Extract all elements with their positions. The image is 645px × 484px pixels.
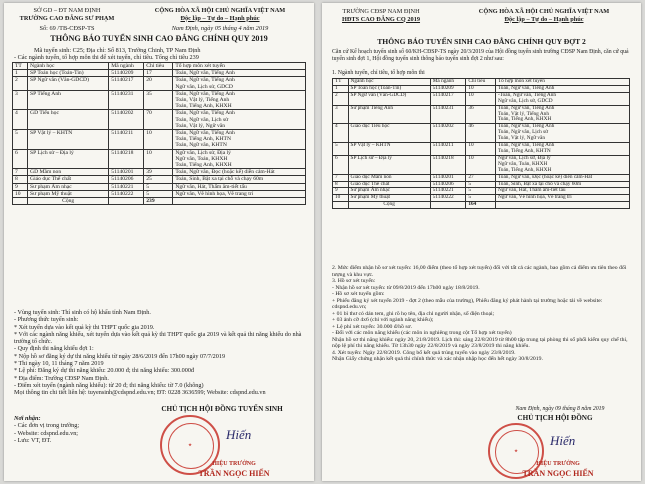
right-title: THÔNG BÁO TUYỂN SINH CAO ĐẲNG CHÍNH QUY ĐỢT 2 xyxy=(377,37,586,46)
right-admission-table xyxy=(332,78,630,209)
left-total-row xyxy=(13,198,306,205)
row-quota: 10 xyxy=(466,85,496,92)
left-signature: Hiến xyxy=(226,427,252,442)
row-combo: Ngữ văn, Vẽ hình họa, Vẽ trang trí xyxy=(495,195,629,202)
row-quota: 20 xyxy=(144,77,173,90)
right-th-no: TT xyxy=(333,79,349,86)
row-major: Sư phạm Âm nhạc xyxy=(348,188,430,195)
body-paragraph: Nhận hồ sơ thi năng khiếu: ngày 20, 21/8/2019. Lịch thi: sáng 22/8/2019 từ 8h00 tập trung tại phòng thi số phối kiểm quy chế thi, nộp lệ phí thi năng khiếu. Từ 13h30 ngày 22/8/2019 và ngày 23/8/2019 thi năng khiếu. xyxy=(332,336,628,349)
row-no: 1 xyxy=(13,70,28,77)
row-major: Giáo dục Mầm non xyxy=(348,174,430,181)
left-nation-line1: CỘNG HÒA XÃ HỘI CHỦ NGHĨA VIỆT NAM xyxy=(154,7,286,14)
body-paragraph: * Lệ phí: Đăng ký dự thi năng khiếu: 20.000 đ; thi năng khiếu: 300.000đ xyxy=(14,367,195,375)
table-row xyxy=(13,130,306,150)
body-paragraph: Mọi thông tin chi tiết liên hệ: tuyensinh@cdspnd.edu.vn; ĐT: 0228 3636599; Website: cdspnd.edu.vn xyxy=(14,389,266,397)
row-combo: Toán, Ngữ văn, Tiếng Anh Toán, Tiếng Anh, KHTN xyxy=(495,143,629,156)
row-no: 2 xyxy=(333,92,349,105)
row-major: GD Tiểu học xyxy=(28,110,109,130)
table-row xyxy=(13,176,306,183)
table-row xyxy=(333,92,630,105)
row-quota: 5 xyxy=(466,195,496,202)
row-combo: Toán, Ngữ văn, Tiếng Anh Toán, Ngữ văn, Lịch sử Toán, Vật lý, Ngữ văn xyxy=(495,124,629,143)
row-no: 9 xyxy=(333,188,349,195)
row-major: SP Toán học (Toán-Tin) xyxy=(28,70,109,77)
row-quota: 5 xyxy=(466,188,496,195)
left-table-body xyxy=(13,70,306,198)
row-quota: 46 xyxy=(466,124,496,143)
row-combo: Toán, Sinh, Bật xa tại chỗ và chạy 60m xyxy=(173,176,306,183)
left-nation-line2: Độc lập – Tự do – Hạnh phúc xyxy=(180,14,260,22)
row-no: 4 xyxy=(13,110,28,130)
left-intro-2: - Các ngành tuyển, tổ hợp môn thi để xét tuyển, chỉ tiêu. Tổng chỉ tiêu 239 xyxy=(14,54,199,61)
row-combo: Toán, Ngữ văn, Tiếng Anh xyxy=(495,85,629,92)
row-major: SP Ngữ văn (Văn-GDCD) xyxy=(348,92,430,105)
right-th-major: Ngành học xyxy=(348,79,430,86)
left-title: THÔNG BÁO TUYỂN SINH CAO ĐẲNG CHÍNH QUY 2019 xyxy=(50,34,268,43)
row-major: Sư phạm Tiếng Anh xyxy=(348,105,430,124)
row-code: 51140209 xyxy=(430,85,466,92)
body-paragraph: - Điểm xét tuyển (ngành năng khiếu): từ 20 đ; thi năng khiếu: từ 7.0 (không) xyxy=(14,381,204,389)
body-paragraph: 2. Mức điểm nhận hồ sơ xét tuyển: 16,00 điểm (theo tổ hợp xét tuyển) đối với tất cả các ngành, bao gồm cả điểm ưu tiên theo đối tượng và khu vực. xyxy=(332,265,627,278)
row-no: 10 xyxy=(13,190,28,197)
row-code: 51140217 xyxy=(430,92,466,105)
row-combo: Ngữ văn, Hát, Thẩm âm-tiết tấu xyxy=(495,188,629,195)
row-no: 4 xyxy=(333,124,349,143)
body-paragraph: - Phương thức tuyển sinh: xyxy=(14,316,79,324)
row-no: 2 xyxy=(13,77,28,90)
row-code: 51140202 xyxy=(430,124,466,143)
left-th-major: Ngành học xyxy=(28,63,109,70)
right-school-seal: ★ xyxy=(488,423,544,479)
left-org-line1: SỞ GD – ĐT NAM ĐỊNH xyxy=(33,7,101,14)
table-row xyxy=(333,155,630,174)
left-table-header-row xyxy=(13,63,306,70)
row-quota: 70 xyxy=(144,110,173,130)
row-code: 51140231 xyxy=(430,105,466,124)
row-quota: 17 xyxy=(144,70,173,77)
body-paragraph: * Thi ngày 10, 11 tháng 7 năm 2019 xyxy=(14,360,104,368)
right-date: Nam Định, ngày 09 tháng 8 năm 2019 xyxy=(515,406,605,412)
row-major: GD Mầm non xyxy=(28,169,109,176)
row-no: 6 xyxy=(13,149,28,169)
body-paragraph: Nhận Giấy chứng nhận kết quả thi chính thức và xác nhận nhập học đến hết ngày 30/8/2019. xyxy=(332,356,543,362)
row-code: 51140218 xyxy=(430,155,466,174)
row-quota: 25 xyxy=(144,176,173,183)
row-quota: 5 xyxy=(144,183,173,190)
right-total-value: 164 xyxy=(466,202,496,209)
right-subheading: 1. Ngành tuyển, chỉ tiêu, tổ hợp môn thi xyxy=(332,70,425,76)
table-row xyxy=(333,124,630,143)
left-date: Nam Định, ngày 05 tháng 4 năm 2019 xyxy=(171,25,269,32)
body-paragraph: + Phiếu đăng ký xét tuyển 2019 - đợt 2 (theo mẫu của trường), Phiếu đăng ký phát hành tại trường hoặc tải về website: cdspnd.edu.vn; xyxy=(332,297,603,310)
left-th-code: Mã ngành xyxy=(109,63,144,70)
right-signer-role: HIỆU TRƯỞNG xyxy=(536,461,580,467)
body-paragraph: 4. Xét tuyển: Ngày 22/8/2019. Công bố kết quả trúng tuyển vào ngày 23/8/2019. xyxy=(332,349,516,356)
left-recipients-title: Nơi nhận: xyxy=(14,415,41,422)
row-no: 7 xyxy=(13,169,28,176)
right-signer-name: TRẦN NGỌC HIẾN xyxy=(522,469,594,478)
body-paragraph: - Vùng tuyển sinh: Thí sinh có hộ khẩu tỉnh Nam Định. xyxy=(14,309,151,316)
table-row xyxy=(13,149,306,169)
left-recipient-2: - Website: cdspnd.edu.vn; xyxy=(14,429,79,437)
row-quota: 35 xyxy=(144,90,173,110)
right-table-body xyxy=(333,85,630,201)
row-combo: Toán, Sinh, Bật xa tại chỗ và chạy 60m xyxy=(495,181,629,188)
right-org-header xyxy=(326,8,436,23)
row-major: SP Vật lý – KHTN xyxy=(28,130,109,150)
left-total-label: Cộng xyxy=(28,198,109,205)
row-no: 7 xyxy=(333,174,349,181)
right-th-code: Mã ngành xyxy=(430,79,466,86)
right-nation-line1: CỘNG HÒA XÃ HỘI CHỦ NGHĨA VIỆT NAM xyxy=(478,8,610,15)
left-signer-role: HIỆU TRƯỞNG xyxy=(212,461,256,467)
left-recipients xyxy=(14,415,134,444)
right-th-quota: Chỉ tiêu xyxy=(466,79,496,86)
row-major: Giáo dục Thể chất xyxy=(28,176,109,183)
row-code: 51140222 xyxy=(430,195,466,202)
row-code: 51140202 xyxy=(109,110,144,130)
row-code: 51140217 xyxy=(109,77,144,90)
table-row xyxy=(13,70,306,77)
row-quota: 10 xyxy=(144,130,173,150)
body-paragraph: * Nộp hồ sơ đăng ký dự thi năng khiếu từ ngày 28/6/2019 đến 17h00 ngày 07/7/2019 xyxy=(14,352,226,360)
right-nation-header xyxy=(450,8,638,23)
right-nation-line2: Độc lập – Tự do – Hạnh phúc xyxy=(504,15,584,23)
right-org-line1: TRƯỜNG CĐSP NAM ĐỊNH xyxy=(342,8,420,15)
row-major: SP Tiếng Anh xyxy=(28,90,109,110)
body-paragraph: * Với các ngành năng khiếu, xét tuyển dựa vào kết quả kỳ thi THPT quốc gia 2019 và kết quả thi năng khiếu do nhà trường tổ chức. xyxy=(14,330,302,346)
left-recipient-1: - Các đơn vị trong trường; xyxy=(14,422,80,430)
row-no: 3 xyxy=(13,90,28,110)
row-code: 51140201 xyxy=(109,169,144,176)
table-row xyxy=(13,169,306,176)
left-notice-page xyxy=(4,3,314,481)
row-combo: Toán, Ngữ văn, Đọc (hoặc kể) diễn cảm-Hát xyxy=(495,174,629,181)
row-code: 51140201 xyxy=(430,174,466,181)
left-signature-title: CHỦ TỊCH HỘI ĐỒNG TUYỂN SINH xyxy=(161,405,283,413)
row-no: 8 xyxy=(333,181,349,188)
row-no: 10 xyxy=(333,195,349,202)
table-row xyxy=(333,195,630,202)
table-row xyxy=(13,90,306,110)
row-combo: Toán, Ngữ văn, Tiếng Anh Toán, Vật lý, Tiếng Anh Toán, Tiếng Anh, KHXH xyxy=(495,105,629,124)
row-combo: Ngữ văn, Vẽ hình họa, Vẽ trang trí xyxy=(173,190,306,197)
left-th-no: TT xyxy=(13,63,28,70)
left-org-header xyxy=(8,7,126,33)
row-major: Giáo dục Thể chất xyxy=(348,181,430,188)
right-org-line2: HĐTS CAO ĐẲNG CQ 2019 xyxy=(341,15,421,23)
row-combo: Toán, Ngữ văn, Đọc (hoặc kể) diễn cảm-Hát xyxy=(173,169,306,176)
left-intro-1: Mã tuyển sinh: C25; Địa chỉ: Số 813, Trường Chinh, TP Nam Định xyxy=(34,47,201,54)
row-no: 3 xyxy=(333,105,349,124)
row-major: SP Ngữ văn (Văn-GDCD) xyxy=(28,77,109,90)
row-code: 51140231 xyxy=(109,90,144,110)
row-combo: Toán, Ngữ văn, Tiếng Anh Toán, Vật lý, Tiếng Anh Toán, Tiếng Anh, KHXH xyxy=(173,90,306,110)
table-row xyxy=(13,77,306,90)
table-row xyxy=(13,190,306,197)
row-code: 51140206 xyxy=(109,176,144,183)
table-row xyxy=(13,110,306,130)
row-quota: 39 xyxy=(144,169,173,176)
row-no: 5 xyxy=(13,130,28,150)
body-paragraph: + Lệ phí xét tuyển: 30.000 đ/hồ sơ. xyxy=(332,323,412,330)
row-code: 51140206 xyxy=(430,181,466,188)
row-combo: Ngữ văn, Lịch sử, Địa lý Ngữ văn, Toán, KHXH Toán, Tiếng Anh, KHXH xyxy=(173,149,306,169)
left-th-quota: Chỉ tiêu xyxy=(144,63,173,70)
row-code: 51140222 xyxy=(109,190,144,197)
row-code: 51140211 xyxy=(430,143,466,156)
row-combo: Ngữ văn, Lịch sử, Địa lý Ngữ văn, Toán, KHXH Toán, Tiếng Anh, KHXH xyxy=(495,155,629,174)
right-total-row xyxy=(333,202,630,209)
row-combo: Toán, Ngữ văn, Tiếng Anh Toán, Ngữ văn, Lịch sử Toán, Vật lý, Ngữ văn xyxy=(173,110,306,130)
left-doc-number: Số: 69 /TB-CĐSP-TS xyxy=(39,25,95,32)
row-combo: Toán, Ngữ văn, Tiếng Anh Ngữ văn, Lịch sử, GDCD xyxy=(173,77,306,90)
right-intro: Căn cứ Kế hoạch tuyển sinh số 60/KH-CĐSP-TS ngày 20/3/2019 của Hội đồng tuyển sinh trường CĐSP Nam Định, căn cứ quả tuyển sinh đợt 1, Hội đồng tuyển sinh thông báo tuyển sinh đợt 2 như sau: xyxy=(332,49,629,62)
left-total-value: 239 xyxy=(144,198,173,205)
left-body-text xyxy=(14,309,306,397)
row-quota: 5 xyxy=(144,190,173,197)
body-paragraph: + 03 ảnh cỡ 4x6 (chỉ với ngành năng khiếu); xyxy=(332,317,434,323)
table-row xyxy=(13,183,306,190)
row-no: 1 xyxy=(333,85,349,92)
right-total-label: Cộng xyxy=(348,202,430,209)
row-major: SP Toán học (Toán-Tin) xyxy=(348,85,430,92)
row-combo: Ngữ văn, Hát, Thẩm âm-tiết tấu xyxy=(173,183,306,190)
row-quota: 27 xyxy=(466,174,496,181)
row-quota: 10 xyxy=(466,155,496,174)
row-code: 51140221 xyxy=(109,183,144,190)
body-paragraph: - Hồ sơ xét tuyển gồm: xyxy=(332,291,385,297)
row-quota: 5 xyxy=(466,181,496,188)
body-paragraph: - Nhận hồ sơ xét tuyển: từ 09/8/2019 đến 17h00 ngày 18/8/2019. xyxy=(332,284,480,291)
row-code: 51140211 xyxy=(109,130,144,150)
row-combo: Toán, Ngữ văn, Tiếng Anh Toán, Tiếng Anh, KHTN Toán, Ngữ văn, KHTN xyxy=(173,130,306,150)
row-major: SP Lịch sử – Địa lý xyxy=(28,149,109,169)
table-row xyxy=(333,174,630,181)
body-paragraph: * Địa điểm: Trường CĐSP Nam Định. xyxy=(14,374,109,382)
row-quota: 10 xyxy=(466,143,496,156)
row-major: Sư phạm Mỹ thuật xyxy=(28,190,109,197)
body-paragraph: - Quy định thi năng khiếu đợt 1: xyxy=(14,345,94,353)
left-recipient-3: - Lưu: VT, ĐT. xyxy=(14,436,52,444)
row-major: Sư phạm Âm nhạc xyxy=(28,183,109,190)
row-major: SP Lịch sử – Địa lý xyxy=(348,155,430,174)
body-paragraph: + 01 bì thư có dán tem, ghi rõ họ tên, địa chỉ người nhận, số điện thoại; xyxy=(332,310,495,317)
row-no: 5 xyxy=(333,143,349,156)
row-code: 51140209 xyxy=(109,70,144,77)
row-code: 51140218 xyxy=(109,149,144,169)
table-row xyxy=(333,105,630,124)
row-no: 9 xyxy=(13,183,28,190)
row-code: 51140221 xyxy=(430,188,466,195)
left-org-line2: TRƯỜNG CAO ĐẲNG SƯ PHẠM xyxy=(19,14,115,22)
body-paragraph: 3. Hồ sơ xét tuyển: xyxy=(332,278,376,284)
left-nation-header xyxy=(128,7,312,33)
row-no: 8 xyxy=(13,176,28,183)
row-quota: 10 xyxy=(144,149,173,169)
row-major: Giáo dục Tiểu học xyxy=(348,124,430,143)
row-major: SP Vật lý – KHTN xyxy=(348,143,430,156)
table-row xyxy=(333,143,630,156)
body-paragraph: * Xét tuyển dựa vào kết quả kỳ thi THPT quốc gia 2019. xyxy=(14,323,155,331)
row-quota: 36 xyxy=(466,105,496,124)
row-major: Sư phạm Mỹ thuật xyxy=(348,195,430,202)
left-signer-name: TRẦN NGỌC HIẾN xyxy=(198,469,270,478)
row-no: 6 xyxy=(333,155,349,174)
row-combo: -Toán, Ngữ văn, Tiếng Anh Ngữ văn, Lịch sử, GDCD xyxy=(495,92,629,105)
body-paragraph: - Đối với các môn năng khiếu (các môn in nghiêng trong cột Tổ hợp xét tuyển) xyxy=(332,330,512,336)
right-signature-title: CHỦ TỊCH HỘI ĐỒNG xyxy=(517,414,593,422)
row-combo: Toán, Ngữ văn, Tiếng Anh xyxy=(173,70,306,77)
right-signature: Hiến xyxy=(550,433,576,448)
left-th-combo: Tổ hợp môn xét tuyển xyxy=(173,63,306,70)
right-th-combo: Tổ hợp môn xét tuyển xyxy=(495,79,629,86)
left-school-seal: ★ xyxy=(160,415,220,475)
row-quota: 10 xyxy=(466,92,496,105)
left-admission-table xyxy=(12,62,306,205)
right-body-text xyxy=(332,265,632,363)
right-notice-page xyxy=(322,3,641,481)
